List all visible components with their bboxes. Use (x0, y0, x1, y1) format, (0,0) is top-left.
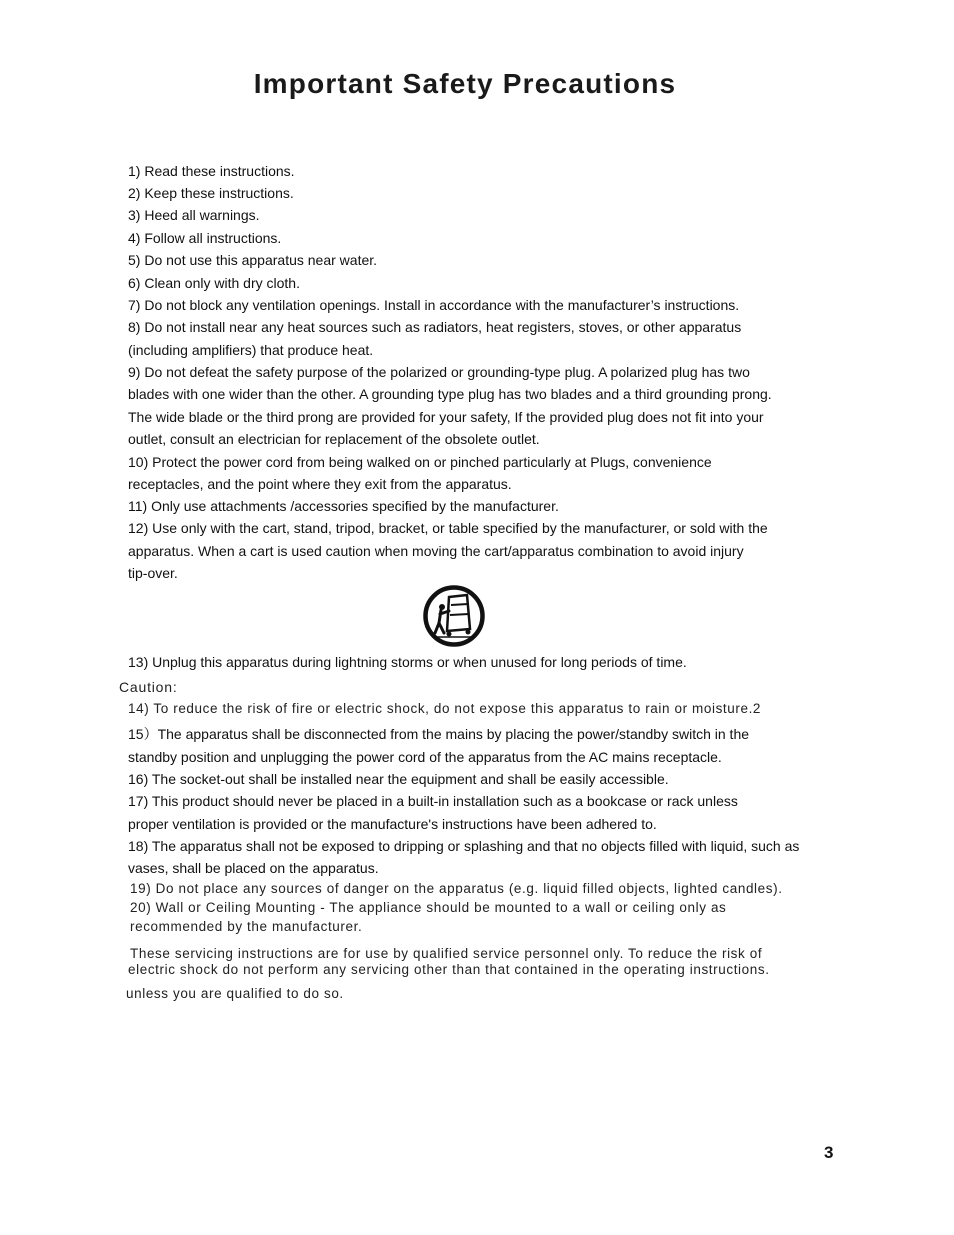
instruction-line: apparatus. When a cart is used caution when moving the cart/apparatus combination to avoid injury (128, 543, 744, 559)
instruction-line: 19) Do not place any sources of danger on the apparatus (e.g. liquid filled objects, lighted candles). (130, 881, 783, 896)
page-title: Important Safety Precautions (253, 68, 677, 99)
servicing-note: electric shock do not perform any servicing other than that contained in the operating instructions. (128, 962, 770, 977)
instruction-line: 16) The socket-out shall be installed near the equipment and shall be easily accessible. (128, 771, 669, 787)
instruction-line: 7) Do not block any ventilation openings. Install in accordance with the manufacturer’s instructions. (128, 297, 740, 313)
instruction-line: 3) Heed all warnings. (128, 207, 260, 223)
instruction-line: vases, shall be placed on the apparatus. (128, 860, 379, 876)
instruction-line: 13) Unplug this apparatus during lightning storms or when unused for long periods of time. (128, 654, 687, 670)
instruction-line: 12) Use only with the cart, stand, tripod, bracket, or table specified by the manufacturer, or sold with the (128, 520, 768, 536)
instruction-line: 9) Do not defeat the safety purpose of the polarized or grounding-type plug. A polarized plug has two (128, 364, 750, 380)
instruction-line: tip-over. (128, 565, 178, 581)
instruction-line: outlet, consult an electrician for replacement of the obsolete outlet. (128, 431, 540, 447)
page-number: 3 (824, 1143, 834, 1162)
instruction-line: The wide blade or the third prong are provided for your safety, If the provided plug does not fit into your (128, 409, 764, 425)
instruction-line: 1) Read these instructions. (128, 163, 295, 179)
instruction-line: 15）The apparatus shall be disconnected from the mains by placing the power/standby switch in the (128, 726, 750, 742)
cart-tip-over-warning-icon (423, 585, 485, 647)
instruction-line: 6) Clean only with dry cloth. (128, 275, 300, 291)
instruction-line: 18) The apparatus shall not be exposed to dripping or splashing and that no objects filled with liquid, such as (128, 838, 800, 854)
caution-label: Caution: (119, 679, 178, 695)
instruction-line: 2) Keep these instructions. (128, 185, 294, 201)
instruction-line: receptacles, and the point where they exit from the apparatus. (128, 476, 512, 492)
instruction-line: standby position and unplugging the power cord of the apparatus from the AC mains receptacle. (128, 749, 722, 765)
instruction-line: 10) Protect the power cord from being walked on or pinched particularly at Plugs, convenience (128, 454, 712, 470)
instruction-line: blades with one wider than the other. A grounding type plug has two blades and a third grounding prong. (128, 386, 772, 402)
instruction-line: 20) Wall or Ceiling Mounting - The appliance should be mounted to a wall or ceiling only as (130, 900, 727, 915)
instruction-line: 8) Do not install near any heat sources such as radiators, heat registers, stoves, or other apparatus (128, 319, 742, 335)
instruction-line: proper ventilation is provided or the manufacture's instructions have been adhered to. (128, 816, 657, 832)
instruction-line: 4) Follow all instructions. (128, 230, 282, 246)
instruction-line: 11) Only use attachments /accessories specified by the manufacturer. (128, 498, 559, 514)
servicing-note: unless you are qualified to do so. (126, 986, 344, 1001)
instruction-line: 17) This product should never be placed in a built-in installation such as a bookcase or rack unless (128, 793, 738, 809)
instruction-line: 14) To reduce the risk of fire or electric shock, do not expose this apparatus to rain or moisture.2 (128, 701, 762, 716)
instruction-line: recommended by the manufacturer. (130, 919, 363, 934)
instruction-line: (including amplifiers) that produce heat. (128, 342, 374, 358)
servicing-note: These servicing instructions are for use by qualified service personnel only. To reduce the risk of (130, 946, 763, 961)
instruction-line: 5) Do not use this apparatus near water. (128, 252, 378, 268)
